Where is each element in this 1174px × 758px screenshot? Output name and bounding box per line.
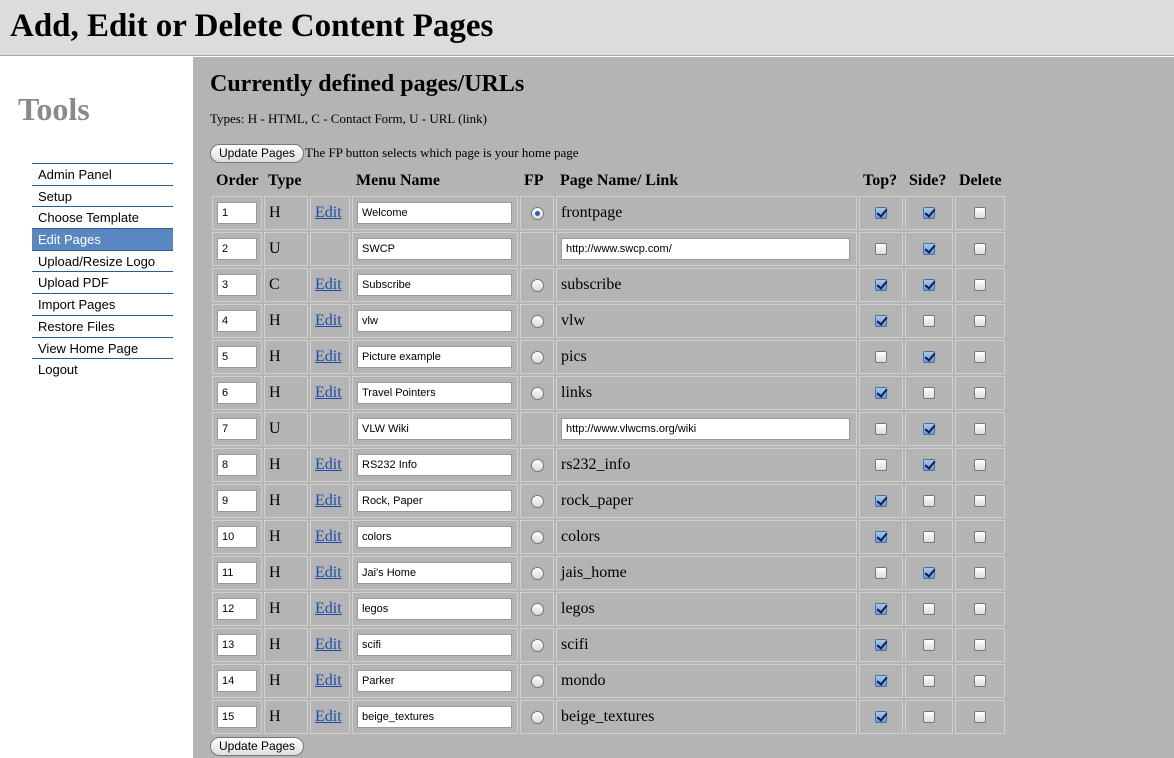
side-cell xyxy=(905,556,953,590)
fp-cell xyxy=(520,304,554,338)
sidebar-item-restore-files[interactable]: Restore Files xyxy=(32,315,173,337)
order-input[interactable] xyxy=(217,634,257,656)
type-cell: H xyxy=(264,520,308,554)
menu-name-input[interactable] xyxy=(357,202,512,224)
delete-cell xyxy=(955,484,1005,518)
menu-name-cell xyxy=(352,376,518,410)
type-cell: H xyxy=(264,448,308,482)
fp-cell xyxy=(520,232,554,266)
top-checkbox[interactable] xyxy=(875,387,887,399)
edit-cell xyxy=(310,196,350,230)
update-pages-button[interactable]: Update Pages xyxy=(210,144,304,163)
table-row xyxy=(212,412,1005,446)
type-cell: H xyxy=(264,700,308,734)
menu-name-input[interactable] xyxy=(357,346,512,368)
delete-checkbox[interactable] xyxy=(974,351,986,363)
side-cell xyxy=(905,484,953,518)
edit-cell xyxy=(310,340,350,374)
order-cell xyxy=(212,484,262,518)
top-cell xyxy=(859,196,903,230)
top-cell xyxy=(859,556,903,590)
order-cell xyxy=(212,592,262,626)
fp-radio[interactable] xyxy=(531,495,544,508)
order-input[interactable] xyxy=(217,346,257,368)
page-name-cell: links xyxy=(556,376,857,410)
delete-checkbox[interactable] xyxy=(974,603,986,615)
table-row xyxy=(212,484,1005,518)
fp-radio[interactable] xyxy=(531,603,544,616)
delete-cell xyxy=(955,376,1005,410)
edit-link[interactable]: Edit xyxy=(315,312,342,329)
type-cell: H xyxy=(264,376,308,410)
side-checkbox[interactable] xyxy=(923,459,935,471)
edit-link[interactable]: Edit xyxy=(315,564,342,581)
table-row xyxy=(212,556,1005,590)
fp-radio[interactable] xyxy=(531,351,544,364)
order-cell xyxy=(212,628,262,662)
menu-name-cell xyxy=(352,340,518,374)
types-note: Types: H - HTML, C - Contact Form, U - URL (link) xyxy=(210,111,487,126)
menu-name-cell xyxy=(352,196,518,230)
col-type: Type xyxy=(268,172,302,189)
edit-link[interactable]: Edit xyxy=(315,636,342,653)
sidebar-item-view-home-page[interactable]: View Home Page xyxy=(32,337,173,359)
edit-link[interactable]: Edit xyxy=(315,276,342,293)
menu-name-cell xyxy=(352,304,518,338)
menu-name-cell xyxy=(352,592,518,626)
menu-name-cell xyxy=(352,556,518,590)
delete-checkbox[interactable] xyxy=(974,423,986,435)
delete-checkbox[interactable] xyxy=(974,459,986,471)
menu-name-cell xyxy=(352,484,518,518)
top-checkbox[interactable] xyxy=(875,279,887,291)
top-cell xyxy=(859,484,903,518)
menu-name-input[interactable] xyxy=(357,454,512,476)
type-cell: U xyxy=(264,412,308,446)
menu-name-input[interactable] xyxy=(357,238,512,260)
table-row xyxy=(212,520,1005,554)
top-checkbox[interactable] xyxy=(875,207,887,219)
fp-radio[interactable] xyxy=(531,459,544,472)
page-name-cell: subscribe xyxy=(556,268,857,302)
edit-cell xyxy=(310,700,350,734)
fp-cell xyxy=(520,412,554,446)
order-input[interactable] xyxy=(217,382,257,404)
col-edit xyxy=(310,168,350,194)
delete-cell xyxy=(955,700,1005,734)
page-link-cell xyxy=(556,232,857,266)
delete-checkbox[interactable] xyxy=(974,279,986,291)
delete-cell xyxy=(955,196,1005,230)
top-cell xyxy=(859,700,903,734)
side-checkbox[interactable] xyxy=(923,315,935,327)
fp-cell xyxy=(520,448,554,482)
col-side: Side? xyxy=(909,172,947,189)
side-checkbox[interactable] xyxy=(923,675,935,687)
fp-note: The FP button selects which page is your home page xyxy=(305,145,579,160)
delete-cell xyxy=(955,520,1005,554)
order-cell xyxy=(212,376,262,410)
order-input[interactable] xyxy=(217,418,257,440)
fp-cell xyxy=(520,592,554,626)
delete-checkbox[interactable] xyxy=(974,711,986,723)
page-name-cell: frontpage xyxy=(556,196,857,230)
sidebar-item-import-pages[interactable]: Import Pages xyxy=(32,293,173,315)
fp-radio[interactable] xyxy=(531,315,544,328)
table-row xyxy=(212,664,1005,698)
update-pages-button-bottom[interactable]: Update Pages xyxy=(210,737,304,756)
top-checkbox[interactable] xyxy=(875,567,887,579)
top-cell xyxy=(859,340,903,374)
order-input[interactable] xyxy=(217,202,257,224)
table-row xyxy=(212,268,1005,302)
order-input[interactable] xyxy=(217,238,257,260)
fp-cell xyxy=(520,484,554,518)
delete-cell xyxy=(955,412,1005,446)
side-checkbox[interactable] xyxy=(923,495,935,507)
menu-name-input[interactable] xyxy=(357,562,512,584)
edit-cell xyxy=(310,268,350,302)
menu-name-input[interactable] xyxy=(357,382,512,404)
order-input[interactable] xyxy=(217,490,257,512)
side-checkbox[interactable] xyxy=(923,423,935,435)
side-cell xyxy=(905,520,953,554)
menu-name-input[interactable] xyxy=(357,670,512,692)
col-delete: Delete xyxy=(959,172,1002,189)
side-checkbox[interactable] xyxy=(923,603,935,615)
side-cell xyxy=(905,592,953,626)
edit-link[interactable]: Edit xyxy=(315,204,342,221)
edit-cell xyxy=(310,412,350,446)
order-input[interactable] xyxy=(217,274,257,296)
menu-name-input[interactable] xyxy=(357,274,512,296)
edit-link[interactable]: Edit xyxy=(315,600,342,617)
type-cell: H xyxy=(264,340,308,374)
edit-cell xyxy=(310,232,350,266)
side-cell xyxy=(905,700,953,734)
menu-name-input[interactable] xyxy=(357,706,512,728)
delete-cell xyxy=(955,628,1005,662)
table-row xyxy=(212,592,1005,626)
order-input[interactable] xyxy=(217,706,257,728)
order-cell xyxy=(212,448,262,482)
top-checkbox[interactable] xyxy=(875,315,887,327)
edit-link[interactable]: Edit xyxy=(315,348,342,365)
order-cell xyxy=(212,304,262,338)
edit-cell xyxy=(310,556,350,590)
side-checkbox[interactable] xyxy=(923,531,935,543)
page-name-cell: rock_paper xyxy=(556,484,857,518)
table-row xyxy=(212,304,1005,338)
fp-radio[interactable] xyxy=(531,207,544,220)
type-cell: H xyxy=(264,556,308,590)
delete-cell xyxy=(955,448,1005,482)
edit-cell xyxy=(310,628,350,662)
side-cell xyxy=(905,340,953,374)
fp-cell xyxy=(520,700,554,734)
order-cell xyxy=(212,700,262,734)
delete-checkbox[interactable] xyxy=(974,675,986,687)
menu-name-input[interactable] xyxy=(357,418,512,440)
pages-table xyxy=(210,166,1007,736)
side-cell xyxy=(905,448,953,482)
side-checkbox[interactable] xyxy=(923,279,935,291)
menu-name-cell xyxy=(352,268,518,302)
top-checkbox[interactable] xyxy=(875,243,887,255)
menu-name-input[interactable] xyxy=(357,490,512,512)
top-checkbox[interactable] xyxy=(875,603,887,615)
top-cell xyxy=(859,232,903,266)
top-checkbox[interactable] xyxy=(875,495,887,507)
fp-radio[interactable] xyxy=(531,567,544,580)
table-row xyxy=(212,448,1005,482)
menu-name-cell xyxy=(352,448,518,482)
delete-checkbox[interactable] xyxy=(974,567,986,579)
page-link-input[interactable] xyxy=(561,238,850,260)
order-cell xyxy=(212,412,262,446)
top-cell xyxy=(859,304,903,338)
type-cell: H xyxy=(264,484,308,518)
sidebar-menu xyxy=(32,163,173,380)
fp-cell xyxy=(520,556,554,590)
table-row xyxy=(212,628,1005,662)
menu-name-input[interactable] xyxy=(357,526,512,548)
edit-link[interactable]: Edit xyxy=(315,456,342,473)
order-input[interactable] xyxy=(217,526,257,548)
type-cell: H xyxy=(264,304,308,338)
top-checkbox[interactable] xyxy=(875,423,887,435)
delete-checkbox[interactable] xyxy=(974,387,986,399)
delete-checkbox[interactable] xyxy=(974,207,986,219)
edit-link[interactable]: Edit xyxy=(315,492,342,509)
order-input[interactable] xyxy=(217,598,257,620)
type-cell: U xyxy=(264,232,308,266)
delete-cell xyxy=(955,592,1005,626)
col-menu-name: Menu Name xyxy=(356,172,440,189)
edit-cell xyxy=(310,304,350,338)
sidebar-item-choose-template[interactable]: Choose Template xyxy=(32,206,173,228)
order-cell xyxy=(212,340,262,374)
menu-name-input[interactable] xyxy=(357,634,512,656)
side-cell xyxy=(905,412,953,446)
side-checkbox[interactable] xyxy=(923,207,935,219)
menu-name-input[interactable] xyxy=(357,598,512,620)
side-cell xyxy=(905,304,953,338)
order-cell xyxy=(212,664,262,698)
order-input[interactable] xyxy=(217,310,257,332)
top-cell xyxy=(859,664,903,698)
page-name-cell: beige_textures xyxy=(556,700,857,734)
page-name-cell: legos xyxy=(556,592,857,626)
side-cell xyxy=(905,268,953,302)
sidebar-item-setup[interactable]: Setup xyxy=(32,185,173,207)
delete-checkbox[interactable] xyxy=(974,495,986,507)
edit-cell xyxy=(310,484,350,518)
edit-link[interactable]: Edit xyxy=(315,528,342,545)
side-checkbox[interactable] xyxy=(923,711,935,723)
order-input[interactable] xyxy=(217,670,257,692)
page-name-cell: rs232_info xyxy=(556,448,857,482)
page-name-cell: pics xyxy=(556,340,857,374)
side-cell xyxy=(905,376,953,410)
fp-cell xyxy=(520,520,554,554)
top-checkbox[interactable] xyxy=(875,459,887,471)
top-checkbox[interactable] xyxy=(875,351,887,363)
fp-cell xyxy=(520,340,554,374)
side-checkbox[interactable] xyxy=(923,639,935,651)
fp-cell xyxy=(520,628,554,662)
order-cell xyxy=(212,520,262,554)
col-page-name: Page Name/ Link xyxy=(560,172,679,189)
fp-cell xyxy=(520,196,554,230)
top-cell xyxy=(859,628,903,662)
table-header-row xyxy=(212,168,1005,194)
page-name-cell: jais_home xyxy=(556,556,857,590)
page-link-input[interactable] xyxy=(561,418,850,440)
sidebar-item-upload-resize-logo[interactable]: Upload/Resize Logo xyxy=(32,250,173,272)
page-name-cell: mondo xyxy=(556,664,857,698)
side-cell xyxy=(905,628,953,662)
delete-cell xyxy=(955,556,1005,590)
delete-cell xyxy=(955,268,1005,302)
order-cell xyxy=(212,232,262,266)
order-cell xyxy=(212,268,262,302)
top-checkbox[interactable] xyxy=(875,531,887,543)
delete-cell xyxy=(955,340,1005,374)
page-link-cell xyxy=(556,412,857,446)
delete-cell xyxy=(955,304,1005,338)
order-input[interactable] xyxy=(217,454,257,476)
type-cell: H xyxy=(264,196,308,230)
delete-cell xyxy=(955,232,1005,266)
edit-cell xyxy=(310,376,350,410)
fp-radio[interactable] xyxy=(531,531,544,544)
page-name-cell: colors xyxy=(556,520,857,554)
fp-cell xyxy=(520,376,554,410)
menu-name-cell xyxy=(352,412,518,446)
delete-checkbox[interactable] xyxy=(974,639,986,651)
top-cell xyxy=(859,448,903,482)
fp-radio[interactable] xyxy=(531,639,544,652)
edit-link[interactable]: Edit xyxy=(315,708,342,725)
edit-cell xyxy=(310,448,350,482)
page-header xyxy=(0,0,1174,56)
order-input[interactable] xyxy=(217,562,257,584)
sidebar-item-admin-panel[interactable]: Admin Panel xyxy=(32,163,173,185)
main-content xyxy=(193,57,1174,758)
top-cell xyxy=(859,268,903,302)
top-cell xyxy=(859,520,903,554)
table-row xyxy=(212,700,1005,734)
delete-checkbox[interactable] xyxy=(974,243,986,255)
fp-radio[interactable] xyxy=(531,387,544,400)
table-row xyxy=(212,376,1005,410)
top-cell xyxy=(859,376,903,410)
page-title: Add, Edit or Delete Content Pages xyxy=(10,8,494,44)
sidebar-item-logout[interactable]: Logout xyxy=(32,358,173,380)
menu-name-input[interactable] xyxy=(357,310,512,332)
side-checkbox[interactable] xyxy=(923,387,935,399)
sidebar-item-edit-pages[interactable]: Edit Pages xyxy=(32,228,173,250)
order-cell xyxy=(212,556,262,590)
delete-checkbox[interactable] xyxy=(974,315,986,327)
side-cell xyxy=(905,232,953,266)
table-row xyxy=(212,232,1005,266)
sidebar xyxy=(0,57,193,758)
side-checkbox[interactable] xyxy=(923,243,935,255)
fp-cell xyxy=(520,664,554,698)
side-checkbox[interactable] xyxy=(923,567,935,579)
delete-checkbox[interactable] xyxy=(974,531,986,543)
col-order: Order xyxy=(216,172,259,189)
edit-cell xyxy=(310,592,350,626)
type-cell: H xyxy=(264,664,308,698)
edit-cell xyxy=(310,520,350,554)
table-row xyxy=(212,340,1005,374)
edit-cell xyxy=(310,664,350,698)
side-cell xyxy=(905,196,953,230)
type-cell: C xyxy=(264,268,308,302)
col-fp: FP xyxy=(524,172,544,189)
top-cell xyxy=(859,412,903,446)
table-row xyxy=(212,196,1005,230)
top-cell xyxy=(859,592,903,626)
fp-radio[interactable] xyxy=(531,711,544,724)
sidebar-item-upload-pdf[interactable]: Upload PDF xyxy=(32,271,173,293)
menu-name-cell xyxy=(352,700,518,734)
type-cell: H xyxy=(264,592,308,626)
sidebar-title: Tools xyxy=(18,91,90,127)
edit-link[interactable]: Edit xyxy=(315,672,342,689)
order-cell xyxy=(212,196,262,230)
menu-name-cell xyxy=(352,628,518,662)
top-checkbox[interactable] xyxy=(875,639,887,651)
top-checkbox[interactable] xyxy=(875,711,887,723)
fp-cell xyxy=(520,268,554,302)
fp-radio[interactable] xyxy=(531,279,544,292)
page-name-cell: scifi xyxy=(556,628,857,662)
edit-link[interactable]: Edit xyxy=(315,384,342,401)
col-top: Top? xyxy=(863,172,898,189)
menu-name-cell xyxy=(352,232,518,266)
menu-name-cell xyxy=(352,520,518,554)
side-cell xyxy=(905,664,953,698)
top-checkbox[interactable] xyxy=(875,675,887,687)
delete-cell xyxy=(955,664,1005,698)
side-checkbox[interactable] xyxy=(923,351,935,363)
fp-radio[interactable] xyxy=(531,675,544,688)
section-title: Currently defined pages/URLs xyxy=(210,71,525,97)
page-name-cell: vlw xyxy=(556,304,857,338)
menu-name-cell xyxy=(352,664,518,698)
type-cell: H xyxy=(264,628,308,662)
